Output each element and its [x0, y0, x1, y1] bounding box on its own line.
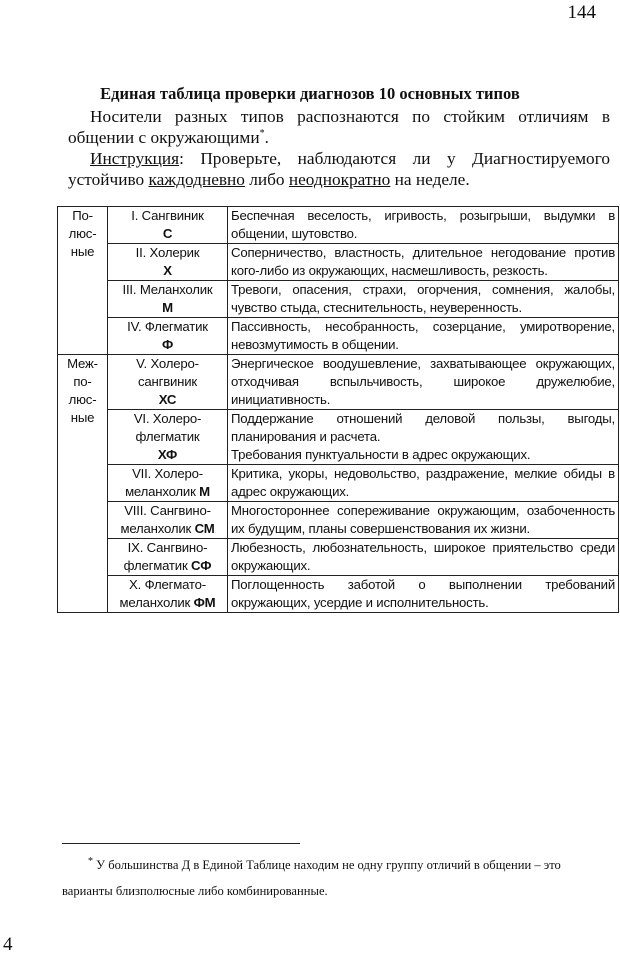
type-cell [108, 410, 228, 465]
table-row [58, 465, 619, 502]
type-name: IX. Сангвино- флегматик [123, 540, 208, 573]
description-cell: Пассивность, несобранность, созерцание, умиротворение, невозмутимость в общении. [228, 318, 619, 355]
footnote-ref: * [259, 128, 265, 140]
table-row [58, 281, 619, 318]
type-code: М [199, 484, 210, 499]
footnote [62, 852, 614, 904]
footnote-divider [62, 843, 300, 844]
type-cell [108, 576, 228, 613]
type-code: СМ [194, 521, 215, 536]
footnote-text: У большинства Д в Единой Таблице находим не одну группу отличий в общении – это варианты близполюсные либо комбинированные. [62, 858, 561, 898]
table-row [58, 410, 619, 465]
type-name: II. Холерик [135, 245, 200, 260]
instruction-paragraph [68, 148, 610, 190]
type-name: V. Холеро- сангвиник [136, 356, 199, 389]
type-cell [108, 539, 228, 576]
description-cell [228, 410, 619, 465]
type-cell [108, 355, 228, 410]
type-code: ХФ [157, 447, 178, 462]
description-cell: Энергическое воодушевление, захватывающее окружающих, отходчивая вспыльчивость, широкое дружелюбие, инициативность. [228, 355, 619, 410]
description-text-second: Требования пунктуальности в адрес окружающих. [231, 447, 531, 462]
description-cell: Поглощенность заботой о выполнении требований окружающих, усердие и исполнительность. [228, 576, 619, 613]
instruction-label: Инструкция [90, 149, 180, 168]
type-cell [108, 502, 228, 539]
instruction-middle: либо [244, 170, 289, 189]
table-row [58, 502, 619, 539]
type-cell [108, 465, 228, 502]
description-text: Поддержание отношений деловой пользы, выгоды, планирования и расчета. [231, 411, 615, 444]
footer-number: 4 [3, 934, 13, 955]
type-name: IV. Флегматик [127, 319, 208, 334]
table-row [58, 539, 619, 576]
type-name: VII. Холеро- меланхолик [125, 466, 203, 499]
footnote-mark: * [88, 855, 93, 867]
type-cell [108, 318, 228, 355]
type-cell [108, 244, 228, 281]
group-interpolar [58, 355, 108, 613]
type-name: VIII. Сангвино- меланхолик [120, 503, 211, 536]
type-name: III. Меланхолик [122, 282, 213, 297]
description-cell: Беспечная веселость, игривость, розыгрыши, выдумки в общении, шутовство. [228, 207, 619, 244]
page-title: Единая таблица проверки диагнозов 10 основных типов [100, 84, 520, 103]
type-code: С [162, 226, 173, 241]
description-cell: Любезность, любознательность, широкое приятельство среди окружающих. [228, 539, 619, 576]
instruction-text: : Проверьте, наблюдаются ли у Диагностируемого устойчиво [68, 149, 610, 189]
group-label: Меж- по- люс- ные [67, 356, 98, 425]
intro-text: Носители разных типов распознаются по стойким отличиям в общении с окружающими [68, 107, 610, 147]
page-number: 144 [567, 2, 596, 23]
type-code: СФ [190, 558, 212, 573]
type-code: Х [163, 263, 172, 278]
type-name: X. Флегмато- меланхолик [119, 577, 206, 610]
intro-end: . [264, 128, 269, 147]
instruction-word-daily: каждодневно [148, 170, 245, 189]
type-name: I. Сангвиник [131, 208, 204, 223]
description-cell: Соперничество, властность, длительное негодование против кого-либо из окружающих, насмешливость, резкость. [228, 244, 619, 281]
instruction-word-repeated: неоднократно [288, 170, 391, 189]
type-cell [108, 207, 228, 244]
type-cell [108, 281, 228, 318]
type-code: ХС [158, 392, 177, 407]
types-table [57, 206, 619, 613]
table-row [58, 207, 619, 244]
type-code: Ф [161, 337, 174, 352]
table-row [58, 576, 619, 613]
description-cell: Тревоги, опасения, страхи, огорчения, сомнения, жалобы, чувство стыда, стеснительность, неуверенность. [228, 281, 619, 318]
type-code: М [162, 300, 173, 315]
description-cell: Многостороннее сопереживание окружающим, озабоченность их будущим, планы совершенствования их жизни. [228, 502, 619, 539]
type-code: ФМ [193, 595, 216, 610]
instruction-end: на неделе. [390, 170, 470, 189]
table-row [58, 244, 619, 281]
intro-paragraph [68, 106, 610, 148]
description-cell: Критика, укоры, недовольство, раздражение, мелкие обиды в адрес окружающих. [228, 465, 619, 502]
group-label: По- люс- ные [68, 208, 97, 259]
type-name: VI. Холеро- флегматик [133, 411, 202, 444]
group-polar [58, 207, 108, 355]
table-row [58, 318, 619, 355]
table-row [58, 355, 619, 410]
